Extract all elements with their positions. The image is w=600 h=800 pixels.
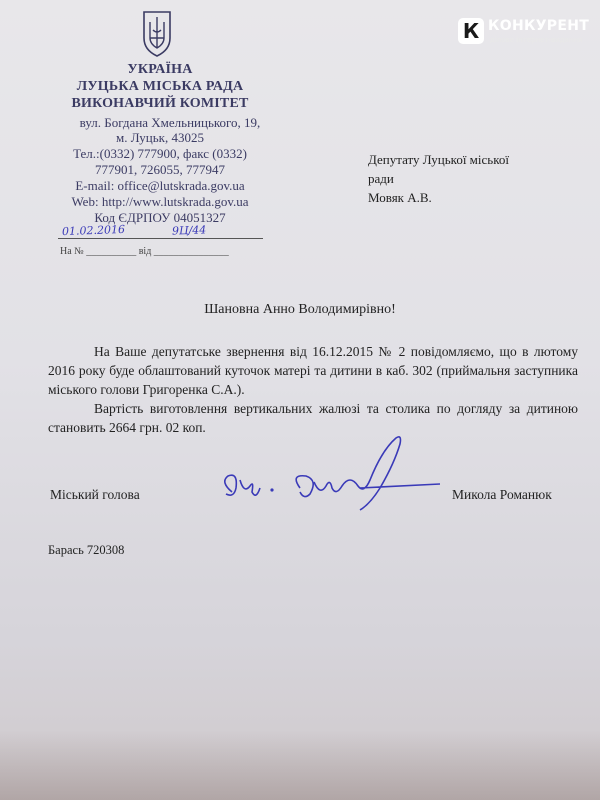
publication-logo [458, 16, 594, 52]
signatory-title: Міський голова [50, 487, 140, 502]
handwritten-signature-icon [210, 430, 440, 530]
letter-body [48, 342, 578, 437]
header-phone-numbers: 777901, 726055, 777947 [95, 162, 225, 177]
signatory-name: Микола Романюк [452, 487, 552, 502]
header-phone: Тел.:(0332) 777900, факс (0332) [73, 146, 247, 161]
header-web: Web: http://www.lutskrada.gov.ua [71, 194, 249, 209]
logo-mark-icon: К [458, 18, 484, 44]
recipient-name: Мовяк А.В. [368, 190, 432, 205]
photo-shadow [0, 730, 600, 800]
handwritten-date: 01.02.2016 [61, 222, 126, 239]
reference-number-line: На № __________ від _______________ [60, 246, 229, 257]
date-underline [58, 238, 263, 239]
recipient-line-1: Депутату Луцької міської [368, 152, 509, 167]
recipient-line-2: ради [368, 171, 394, 186]
body-paragraph-1: На Ваше депутатське звернення від 16.12.2015 № 2 повідомляємо, що в лютому 2016 року буде облаштований куточок матері та дитини в каб. 302 (приймальня заступника міського голови Григоренка С.А.). [48, 344, 578, 397]
logo-name: КОНКУРЕНТ [488, 18, 590, 34]
header-email: E-mail: office@lutskrada.gov.ua [75, 178, 245, 193]
header-committee: ВИКОНАВЧИЙ КОМІТЕТ [71, 96, 249, 111]
header-address-street: вул. Богдана Хмельницького, 19, [79, 115, 261, 130]
header-edrpou-code: Код ЄДРПОУ 04051327 [94, 210, 226, 225]
header-country: УКРАЇНА [127, 62, 193, 77]
recipient-block [368, 150, 568, 207]
header-council: ЛУЦЬКА МІСЬКА РАДА [76, 79, 244, 94]
handwritten-number: 9Ц/44 [171, 223, 207, 238]
header-address-city: м. Луцьк, 43025 [116, 130, 204, 145]
executor-contact: Барась 720308 [48, 543, 125, 557]
coat-of-arms-icon [140, 8, 174, 58]
body-paragraph-2: Вартість виготовлення вертикальних жалюзі та столика по догляду за дитиною становить 2664 грн. 02 коп. [48, 401, 578, 435]
logo-tagline: ділове інтернет-видання [490, 36, 583, 44]
greeting: Шановна Анно Володимирівно! [204, 302, 396, 317]
